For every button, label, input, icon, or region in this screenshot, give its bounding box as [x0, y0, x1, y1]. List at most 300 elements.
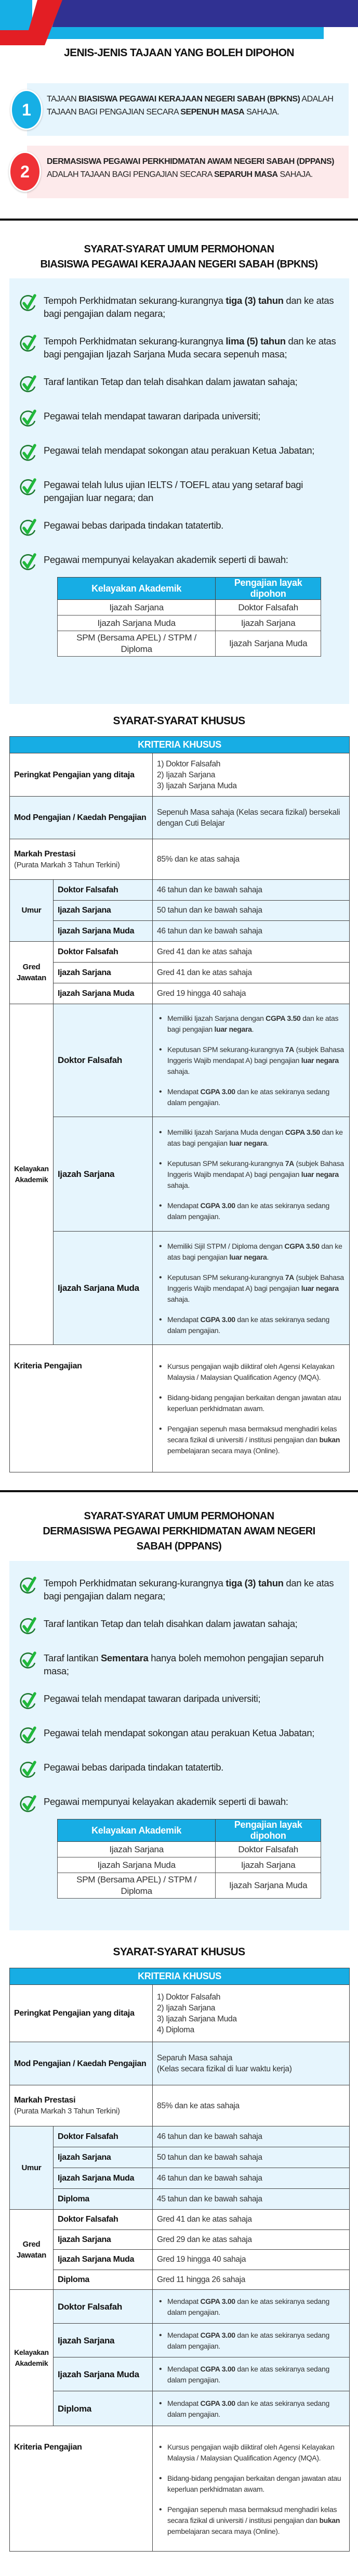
criteria-label: Kriteria Pengajian: [10, 2426, 153, 2552]
requirement-text: [44, 1692, 260, 1705]
table-cell: Ijazah Sarjana: [216, 616, 321, 631]
table-cell: Ijazah Sarjana Muda: [216, 631, 321, 657]
requirement-item: [20, 294, 338, 320]
special-requirements-title: SYARAT-SYARAT KHUSUS: [113, 715, 245, 727]
text-segment: Kursus pengajian wajib diiktiraf oleh Agensi Kelayakan Malaysia / Malaysian Qualification Agency (MQA).: [167, 1362, 335, 1381]
text-segment: dan ke atas bagi pengajian: [167, 1127, 343, 1147]
level-label: Diploma: [54, 2189, 153, 2210]
requirement-text: [44, 375, 297, 388]
academic-row: [10, 1231, 350, 1344]
bullet-list: [157, 1127, 345, 1222]
bullet-item: [157, 1127, 345, 1149]
emphasis-text: 7A: [285, 1159, 294, 1168]
section-title-bpkns: [0, 242, 358, 272]
bullet-item: [157, 1314, 345, 1336]
text-segment: Keputusan SPM sekurang-kurangnya: [167, 1273, 285, 1281]
level-label: Doktor Falsafah: [54, 941, 153, 962]
study-level-item: 3) Ijazah Sarjana Muda: [157, 781, 237, 790]
level-value: Gred 41 dan ke atas sahaja: [153, 941, 350, 962]
criteria-value: [153, 797, 350, 839]
text-segment: pembelajaran secara maya (Online).: [167, 1446, 280, 1455]
table-header-row: [10, 1968, 350, 1985]
level-label: Diploma: [54, 2270, 153, 2290]
table-header-row: [58, 1819, 321, 1842]
text-segment: dan ke atas sekiranya sedang dalam pengajian.: [167, 1201, 329, 1221]
emphasis-text: tiga (3) tahun: [226, 1578, 284, 1588]
table-row: [58, 1842, 321, 1857]
requirement-text: [44, 1795, 288, 1808]
text-segment: Pegawai telah mendapat sokongan atau perakuan Ketua Jabatan;: [44, 1727, 315, 1738]
age-label: Umur: [10, 2126, 54, 2210]
bullet-item: [157, 1392, 345, 1414]
requirement-text: [44, 444, 314, 457]
grade-label: Gred Jawatan: [10, 2210, 54, 2290]
text-segment: dan ke atas bagi pengajian Ijazah Sarjana Muda secara sepenuh masa;: [44, 336, 336, 360]
academic-requirements: [153, 2357, 350, 2391]
emphasis-text: 7A: [285, 1045, 294, 1054]
grade: [10, 2270, 350, 2290]
table-cell: SPM (Bersama APEL) / STPM / Diploma: [58, 1873, 216, 1899]
level-value: 46 tahun dan ke bawah sahaja: [153, 921, 350, 942]
text-segment: ADALAH TAJAAN BAGI PENGAJIAN SECARA: [47, 95, 334, 117]
text-segment: .: [251, 1025, 254, 1033]
level-label: Doktor Falsafah: [54, 880, 153, 901]
level-value: Gred 19 hingga 40 sahaja: [153, 2250, 350, 2270]
study-level-item: 1) Doktor Falsafah: [157, 1992, 221, 2002]
text-segment: .: [267, 1138, 269, 1147]
emphasis-text: SEPENUH MASA: [180, 108, 245, 117]
level-label: Diploma: [54, 2391, 153, 2426]
age: [10, 880, 350, 901]
bullet-item: [157, 1200, 345, 1222]
academic-row: [10, 2391, 350, 2426]
column-header: Pengajian layak dipohon: [216, 578, 321, 600]
text-segment: Bidang-bidang pengajian berkaitan dengan jawatan atau keperluan perkhidmatan awam.: [167, 1393, 341, 1413]
special-criteria-table-bpkns: [9, 736, 350, 1472]
row-study-mode: [10, 2042, 350, 2085]
check-circle-icon: [20, 374, 37, 395]
table-cell: Ijazah Sarjana: [58, 1842, 216, 1857]
emphasis-text: CGPA 3.50: [284, 1241, 320, 1250]
row-study-criteria: [10, 2426, 350, 2552]
text-segment: dan ke atas sekiranya sedang dalam pengajian.: [167, 2297, 329, 2316]
bullet-list: [157, 2364, 345, 2386]
requirement-item: [20, 1761, 338, 1780]
requirement-item: [20, 444, 338, 464]
bullet-item: [157, 2473, 345, 2495]
text-segment: Pengajian sepenuh masa bermaksud menghadiri kelas secara fizikal di universiti / institusi pengajian dan: [167, 1425, 337, 1444]
academic-requirements: [153, 1004, 350, 1117]
table-row: [58, 616, 321, 631]
header-banner: [0, 0, 358, 47]
grade-label: Gred Jawatan: [10, 941, 54, 1004]
performance-sublabel: (Purata Markah 3 Tahun Terkini): [14, 860, 120, 869]
requirement-text: [44, 409, 260, 422]
column-header: Pengajian layak dipohon: [216, 1819, 321, 1842]
text-segment: dan ke atas bagi pengajian dalam negara;: [44, 1578, 334, 1601]
bullet-list: [157, 1241, 345, 1336]
text-segment: Pegawai bebas daripada tindakan tatatertib.: [44, 520, 223, 531]
requirement-item: [20, 553, 338, 573]
academic-row: [10, 1117, 350, 1231]
requirement-text: [44, 1651, 338, 1677]
emphasis-text: tiga (3) tahun: [226, 295, 284, 306]
requirement-text: [44, 478, 338, 504]
academic-requirements: [153, 2324, 350, 2357]
section-title-line: BIASISWA PEGAWAI KERAJAAN NEGERI SABAH (BPKNS): [40, 259, 318, 270]
level-value: Gred 41 dan ke atas sahaja: [153, 962, 350, 983]
emphasis-text: CGPA 3.00: [200, 2297, 235, 2305]
table-header-row: [10, 737, 350, 753]
academic-requirements: [153, 2391, 350, 2426]
emphasis-text: CGPA 3.50: [266, 1014, 301, 1022]
level-label: Ijazah Sarjana Muda: [54, 2168, 153, 2189]
text-segment: Keputusan SPM sekurang-kurangnya: [167, 1159, 285, 1168]
requirement-item: [20, 1617, 338, 1637]
emphasis-text: 7A: [285, 1273, 294, 1281]
table-row: [58, 1857, 321, 1873]
text-segment: (subjek Bahasa Inggeris Wajib mendapat A) bagi pengajian: [167, 1045, 344, 1065]
requirement-item: [20, 375, 338, 395]
academic-requirements: [153, 1117, 350, 1231]
level-label: Ijazah Sarjana: [54, 2324, 153, 2357]
criteria-value: 85% dan ke atas sahaja: [153, 839, 350, 880]
text-segment: Memiliki Ijazah Sarjana Muda dengan: [167, 1127, 285, 1136]
text-segment: dan ke atas bagi pengajian: [167, 1241, 342, 1261]
criteria-label: Kriteria Pengajian: [10, 1344, 153, 1472]
check-circle-icon: [20, 1725, 37, 1746]
check-circle-icon: [20, 1760, 37, 1780]
age: [10, 2126, 350, 2147]
requirement-item: [20, 409, 338, 429]
criteria-header: KRITERIA KHUSUS: [10, 737, 350, 753]
academic-requirements: [153, 2290, 350, 2324]
criteria-value: 85% dan ke atas sahaja: [153, 2085, 350, 2126]
table-row: [58, 631, 321, 657]
check-circle-icon: [20, 1794, 37, 1815]
page-title: JENIS-JENIS TAJAAN YANG BOLEH DIPOHON: [64, 47, 294, 59]
special-requirements-title: SYARAT-SYARAT KHUSUS: [113, 1946, 245, 1958]
bullet-item: [157, 1158, 345, 1191]
performance-label: Markah Prestasi: [14, 2096, 76, 2105]
criteria-value: [153, 1344, 350, 1472]
check-circle-icon: [20, 293, 37, 314]
bullet-item: [157, 1013, 345, 1035]
emphasis-text: DERMASISWA PEGAWAI PERKHIDMATAN AWAM NEGERI SABAH (DPPANS): [47, 157, 334, 166]
emphasis-text: CGPA 3.00: [200, 2365, 235, 2373]
emphasis-text: CGPA 3.00: [200, 1201, 235, 1210]
table-cell: Ijazah Sarjana: [216, 1857, 321, 1873]
bullet-item: [157, 2398, 345, 2420]
bullet-list: [157, 2330, 345, 2352]
bullet-item: [157, 2364, 345, 2386]
bullet-list: [157, 2442, 345, 2537]
requirement-item: [20, 335, 338, 361]
check-circle-icon: [20, 1650, 37, 1671]
academic-row: [10, 2324, 350, 2357]
academic-row: [10, 2357, 350, 2391]
banner-navy-bar: [52, 0, 358, 27]
academic-row: [10, 2290, 350, 2324]
study-level-item: 4) Diploma: [157, 2025, 194, 2034]
text-segment: Taraf lantikan Tetap dan telah disahkan dalam jawatan sahaja;: [44, 376, 298, 387]
level-value: Gred 29 dan ke atas sahaja: [153, 2229, 350, 2250]
type-description: [47, 155, 338, 181]
text-segment: (subjek Bahasa Inggeris Wajib mendapat A) bagi pengajian: [167, 1273, 344, 1292]
bullet-item: [157, 1086, 345, 1108]
text-segment: Taraf lantikan Tetap dan telah disahkan dalam jawatan sahaja;: [44, 1618, 298, 1629]
special-criteria-table-dppans: [9, 1968, 350, 2552]
section-divider: [0, 219, 358, 221]
requirement-text: [44, 1617, 297, 1630]
bullet-item: [157, 1424, 345, 1456]
column-header: Kelayakan Akademik: [58, 1819, 216, 1842]
row-study-criteria: [10, 1344, 350, 1472]
level-label: Doktor Falsafah: [54, 2210, 153, 2230]
table-cell: Ijazah Sarjana Muda: [58, 1857, 216, 1873]
banner-cyan-strip: [47, 27, 324, 39]
level-label: Ijazah Sarjana Muda: [54, 2250, 153, 2270]
criteria-label: [10, 2085, 153, 2126]
table-cell: Doktor Falsafah: [216, 1842, 321, 1857]
table-cell: Doktor Falsafah: [216, 600, 321, 616]
level-label: Ijazah Sarjana Muda: [54, 983, 153, 1004]
text-segment: Mendapat: [167, 1201, 201, 1210]
banner-cyan-corner: [0, 0, 32, 30]
text-segment: SAHAJA.: [244, 108, 280, 117]
type-description: [47, 93, 338, 119]
requirement-text: [44, 294, 338, 320]
emphasis-text: CGPA 3.00: [200, 1087, 235, 1096]
text-segment: Mendapat: [167, 1315, 201, 1324]
bullet-list: [157, 1013, 345, 1108]
row-performance: [10, 839, 350, 880]
bullet-item: [157, 2504, 345, 2537]
general-requirements-bpkns: [9, 278, 349, 704]
requirement-item: [20, 1795, 338, 1815]
level-label: Doktor Falsafah: [54, 2290, 153, 2324]
study-level-item: 2) Ijazah Sarjana: [157, 770, 216, 779]
emphasis-text: luar negara: [301, 1056, 339, 1065]
text-segment: Tempoh Perkhidmatan sekurang-kurangnya: [44, 295, 226, 306]
text-segment: sahaja.: [167, 1181, 190, 1189]
table-cell: Ijazah Sarjana Muda: [216, 1873, 321, 1899]
level-value: Gred 41 dan ke atas sahaja: [153, 2210, 350, 2230]
table-cell: Ijazah Sarjana Muda: [58, 616, 216, 631]
text-segment: hanya boleh memohon pengajian separuh masa;: [44, 1652, 324, 1676]
grade: [10, 2229, 350, 2250]
emphasis-text: Sementara: [100, 1652, 149, 1663]
text-segment: dan ke atas sekiranya sedang dalam pengajian.: [167, 2331, 329, 2350]
text-segment: .: [267, 1252, 269, 1261]
check-circle-icon: [20, 477, 37, 498]
section-title-line: SABAH (DPPANS): [136, 1541, 222, 1552]
academic-label: Kelayakan Akademik: [10, 2290, 54, 2426]
bullet-list: [157, 2296, 345, 2318]
level-value: 46 tahun dan ke bawah sahaja: [153, 2168, 350, 2189]
emphasis-text: bukan: [319, 2516, 340, 2524]
text-segment: ADALAH TAJAAN BAGI PENGAJIAN SECARA: [47, 170, 214, 179]
requirement-text: [44, 1761, 223, 1774]
section-title-line: SYARAT-SYARAT UMUM PERMOHONAN: [84, 243, 274, 255]
check-circle-icon: [20, 1575, 37, 1596]
bullet-item: [157, 2296, 345, 2318]
study-mode-text: (Kelas secara fizikal di luar waktu kerja): [157, 2065, 292, 2073]
emphasis-text: CGPA 3.50: [285, 1127, 320, 1136]
grade: [10, 2250, 350, 2270]
text-segment: Mendapat: [167, 1087, 201, 1096]
table-header-row: [58, 578, 321, 600]
text-segment: (subjek Bahasa Inggeris Wajib mendapat A) bagi pengajian: [167, 1159, 344, 1178]
column-header: Kelayakan Akademik: [58, 578, 216, 600]
text-segment: Mendapat: [167, 2297, 201, 2305]
level-value: 46 tahun dan ke bawah sahaja: [153, 2126, 350, 2147]
grade: [10, 962, 350, 983]
text-segment: dan ke atas sekiranya sedang dalam pengajian.: [167, 1315, 329, 1335]
age: [10, 2147, 350, 2168]
level-value: 50 tahun dan ke bawah sahaja: [153, 2147, 350, 2168]
bullet-list: [157, 1361, 345, 1456]
text-segment: dan ke atas bagi pengajian: [167, 1014, 339, 1033]
table-cell: Ijazah Sarjana: [58, 600, 216, 616]
emphasis-text: lima (5) tahun: [226, 336, 286, 347]
number-badge-2: 2: [9, 151, 41, 192]
text-segment: Pegawai mempunyai kelayakan akademik seperti di bawah:: [44, 1796, 288, 1807]
requirement-text: [44, 553, 288, 566]
text-segment: dan ke atas bagi pengajian dalam negara;: [44, 295, 334, 319]
criteria-label: Mod Pengajian / Kaedah Pengajian: [10, 797, 153, 839]
age: [10, 900, 350, 921]
text-segment: pembelajaran secara maya (Online).: [167, 2527, 280, 2535]
row-study-level: [10, 1985, 350, 2042]
level-value: Gred 19 hingga 40 sahaja: [153, 983, 350, 1004]
emphasis-text: luar negara: [214, 1025, 252, 1033]
section-title-line: DERMASISWA PEGAWAI PERKHIDMATAN AWAM NEGERI: [43, 1526, 315, 1537]
level-label: Ijazah Sarjana: [54, 900, 153, 921]
performance-sublabel: (Purata Markah 3 Tahun Terkini): [14, 2107, 120, 2116]
age: [10, 2168, 350, 2189]
text-segment: Memiliki Ijazah Sarjana dengan: [167, 1014, 266, 1022]
performance-label: Markah Prestasi: [14, 849, 76, 858]
row-performance: [10, 2085, 350, 2126]
check-circle-icon: [20, 1691, 37, 1712]
type-card-dppans: [27, 146, 349, 198]
bullet-item: [157, 1361, 345, 1383]
type-card-bpkns: [27, 83, 349, 136]
criteria-header: KRITERIA KHUSUS: [10, 1968, 350, 1985]
emphasis-text: bukan: [319, 1436, 340, 1444]
academic-qualification-table: [57, 577, 321, 657]
check-circle-icon: [20, 1616, 37, 1637]
text-segment: Memiliki Sijil STPM / Diploma dengan: [167, 1241, 285, 1250]
criteria-label: Peringkat Pengajian yang ditaja: [10, 1985, 153, 2042]
level-label: Ijazah Sarjana: [54, 962, 153, 983]
age-label: Umur: [10, 880, 54, 942]
text-segment: dan ke atas sekiranya sedang dalam pengajian.: [167, 2365, 329, 2384]
text-segment: Pegawai telah mendapat sokongan atau perakuan Ketua Jabatan;: [44, 445, 315, 456]
requirement-item: [20, 1692, 338, 1712]
level-label: Ijazah Sarjana: [54, 2229, 153, 2250]
check-circle-icon: [20, 334, 37, 354]
emphasis-text: CGPA 3.00: [200, 1315, 235, 1324]
level-value: 45 tahun dan ke bawah sahaja: [153, 2189, 350, 2210]
check-circle-icon: [20, 518, 37, 539]
text-segment: Keputusan SPM sekurang-kurangnya: [167, 1045, 285, 1054]
text-segment: dan ke atas sekiranya sedang dalam pengajian.: [167, 2399, 329, 2418]
level-value: 50 tahun dan ke bawah sahaja: [153, 900, 350, 921]
study-level-item: 3) Ijazah Sarjana Muda: [157, 2014, 237, 2023]
text-segment: Mendapat: [167, 2365, 201, 2373]
emphasis-text: luar negara: [301, 1170, 339, 1178]
emphasis-text: CGPA 3.00: [200, 2399, 235, 2407]
check-circle-icon: [20, 408, 37, 429]
number-badge-1: 1: [10, 89, 43, 130]
text-segment: Pengajian sepenuh masa bermaksud menghadiri kelas secara fizikal di universiti / institusi pengajian dan: [167, 2505, 337, 2524]
row-study-mode: [10, 797, 350, 839]
requirement-item: [20, 1726, 338, 1746]
text-segment: Bidang-bidang pengajian berkaitan dengan jawatan atau keperluan perkhidmatan awam.: [167, 2474, 341, 2493]
requirement-text: [44, 519, 223, 532]
criteria-value: [153, 2042, 350, 2085]
criteria-value: [153, 753, 350, 797]
text-segment: Tempoh Perkhidmatan sekurang-kurangnya: [44, 336, 226, 347]
study-level-item: 2) Ijazah Sarjana: [157, 2003, 216, 2013]
section-title-line: SYARAT-SYARAT UMUM PERMOHONAN: [84, 1510, 274, 1522]
level-label: Ijazah Sarjana Muda: [54, 2357, 153, 2391]
bullet-item: [157, 2442, 345, 2464]
study-level-item: 1) Doktor Falsafah: [157, 759, 221, 768]
requirement-item: [20, 478, 338, 504]
academic-qualification-table: [57, 1819, 321, 1899]
check-circle-icon: [20, 443, 37, 464]
bullet-list: [157, 2398, 345, 2420]
bullet-item: [157, 1241, 345, 1263]
row-study-level: [10, 753, 350, 797]
study-mode-text: Sepenuh Masa sahaja (Kelas secara fizikal) bersekali dengan Cuti Belajar: [157, 808, 340, 828]
requirement-item: [20, 1651, 338, 1677]
level-label: Ijazah Sarjana: [54, 2147, 153, 2168]
text-segment: Pegawai telah mendapat tawaran daripada universiti;: [44, 411, 261, 421]
emphasis-text: BIASISWA PEGAWAI KERAJAAN NEGERI SABAH (BPKNS): [78, 95, 300, 104]
grade: [10, 941, 350, 962]
criteria-value: [153, 2426, 350, 2552]
table-row: [58, 1873, 321, 1899]
academic-label: Kelayakan Akademik: [10, 1004, 54, 1344]
level-value: Gred 11 hingga 26 sahaja: [153, 2270, 350, 2290]
text-segment: Tempoh Perkhidmatan sekurang-kurangnya: [44, 1578, 226, 1588]
text-segment: Taraf lantikan: [44, 1652, 101, 1663]
text-segment: Pegawai telah mendapat tawaran daripada universiti;: [44, 1693, 261, 1704]
requirement-item: [20, 519, 338, 539]
age: [10, 921, 350, 942]
bullet-item: [157, 1044, 345, 1077]
emphasis-text: luar negara: [229, 1138, 267, 1147]
grade: [10, 983, 350, 1004]
section-divider: [0, 1490, 358, 1492]
table-row: [58, 600, 321, 616]
text-segment: Mendapat: [167, 2331, 201, 2339]
requirement-text: [44, 1577, 338, 1603]
requirement-item: [20, 1577, 338, 1603]
requirement-text: [44, 1726, 314, 1739]
level-value: 46 tahun dan ke bawah sahaja: [153, 880, 350, 901]
criteria-value: [153, 1985, 350, 2042]
text-segment: sahaja.: [167, 1067, 190, 1075]
text-segment: TAJAAN: [47, 95, 79, 104]
emphasis-text: luar negara: [301, 1284, 339, 1292]
criteria-label: Mod Pengajian / Kaedah Pengajian: [10, 2042, 153, 2085]
academic-requirements: [153, 1231, 350, 1344]
